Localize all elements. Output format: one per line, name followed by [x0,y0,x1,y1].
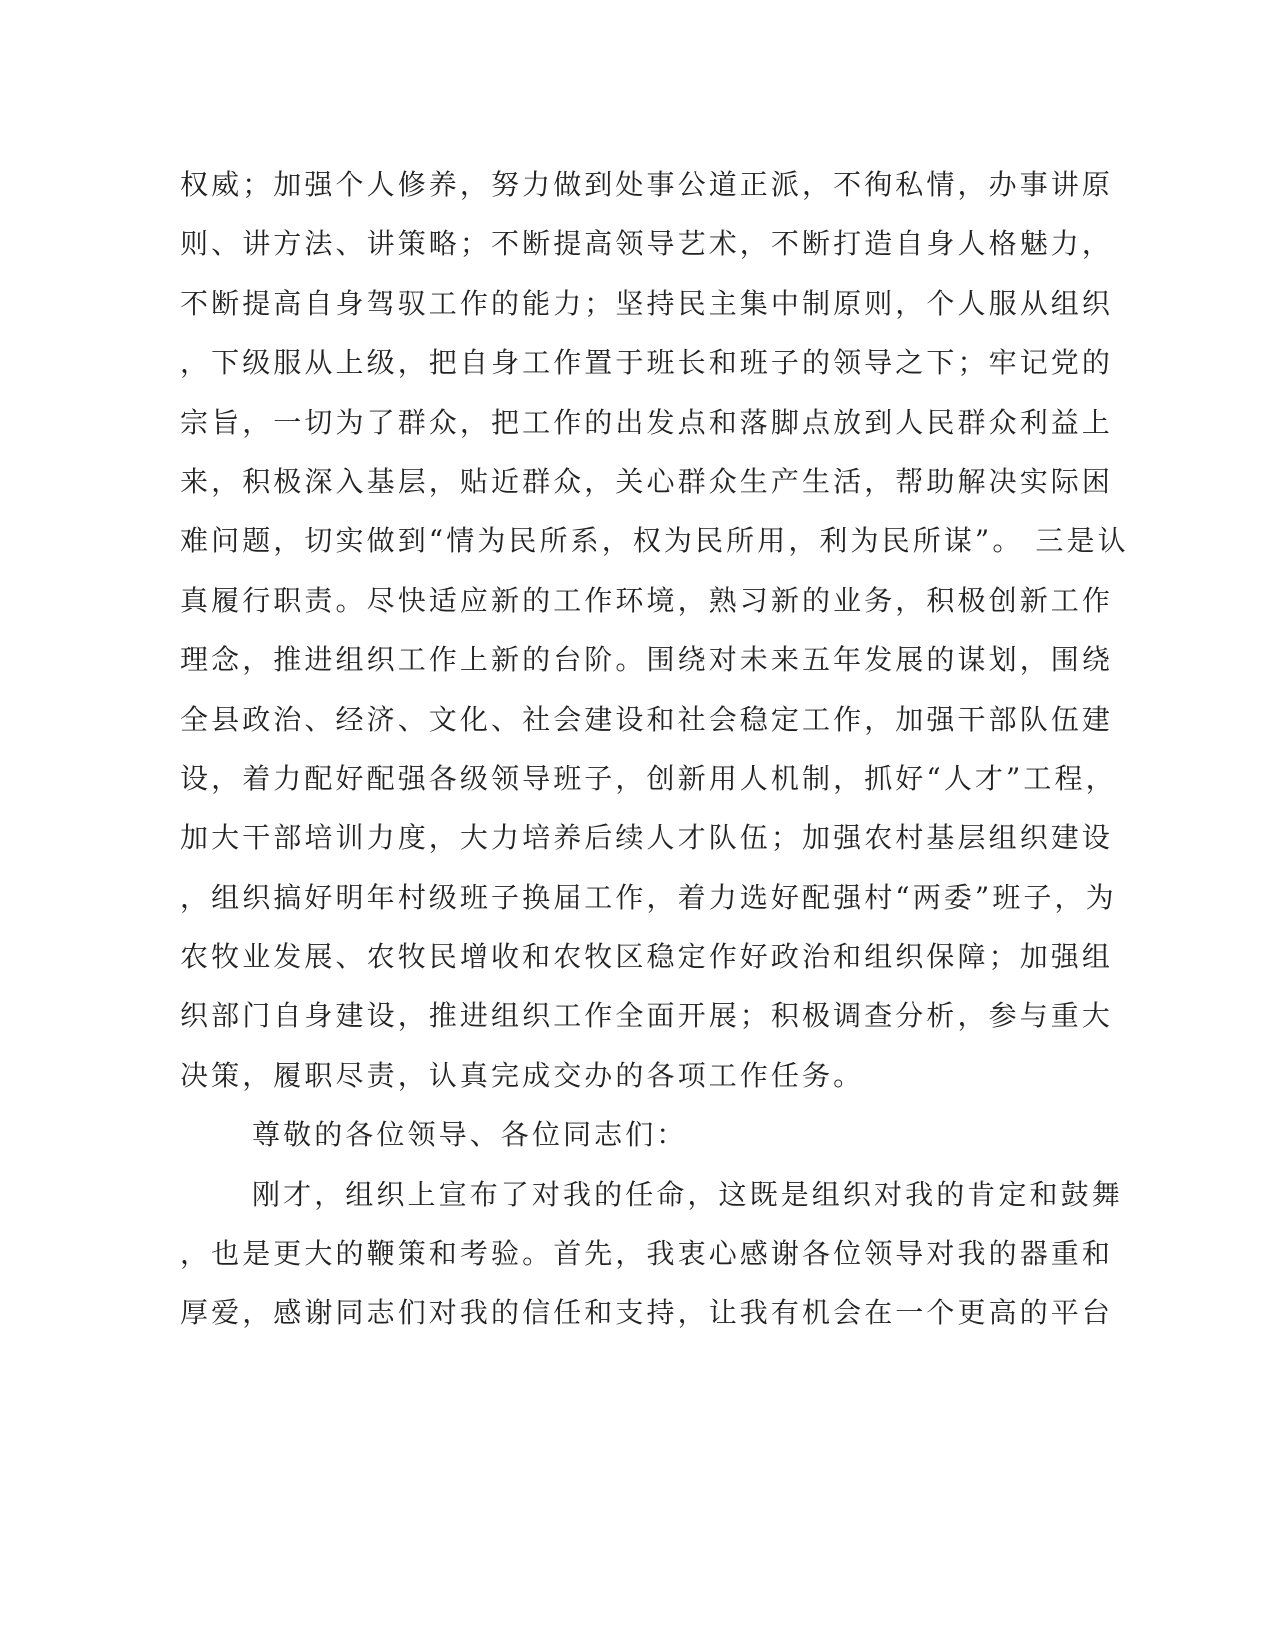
body-text [180,155,1129,1343]
text-line: ，也是更大的鞭策和考验。首先，我衷心感谢各位领导对我的器重和 [180,1237,1114,1271]
salutation: 尊敬的各位领导、各位同志们： [252,1118,688,1152]
text-line: 设，着力配好配强各级领导班子，创新用人机制，抓好“人才”工程， [180,761,1117,795]
text-line: 难问题，切实做到“情为民所系，权为民所用，利为民所谋”。 三是认 [180,524,1129,558]
text-line: ，下级服从上级，把自身工作置于班长和班子的领导之下；牢记党的 [180,346,1114,380]
text-line: 则、讲方法、讲策略；不断提高领导艺术，不断打造自身人格魅力， [180,227,1114,261]
text-line: 来，积极深入基层，贴近群众，关心群众生产生活，帮助解决实际困 [180,464,1114,498]
text-line: ，组织搞好明年村级班子换届工作，着力选好配强村“两委”班子，为 [180,880,1117,914]
text-line: 加大干部培训力度，大力培养后续人才队伍；加强农村基层组织建设 [180,821,1114,855]
paragraph-start-line: 刚才，组织上宣布了对我的任命，这既是组织对我的肯定和鼓舞 [252,1177,1123,1211]
text-line: 厚爱，感谢同志们对我的信任和支持，让我有机会在一个更高的平台 [180,1296,1114,1330]
text-line: 织部门自身建设，推进组织工作全面开展；积极调查分析，参与重大 [180,999,1114,1033]
text-line: 不断提高自身驾驭工作的能力；坚持民主集中制原则，个人服从组织 [180,286,1114,320]
text-line: 宗旨，一切为了群众，把工作的出发点和落脚点放到人民群众利益上 [180,405,1114,439]
text-line: 理念，推进组织工作上新的台阶。围绕对未来五年发展的谋划，围绕 [180,643,1114,677]
text-line: 决策，履职尽责，认真完成交办的各项工作任务。 [180,1058,865,1092]
text-line: 真履行职责。尽快适应新的工作环境，熟习新的业务，积极创新工作 [180,583,1114,617]
text-line: 农牧业发展、农牧民增收和农牧区稳定作好政治和组织保障；加强组 [180,940,1114,974]
text-line: 权威；加强个人修养，努力做到处事公道正派，不徇私情，办事讲原 [180,168,1114,201]
text-line: 全县政治、经济、文化、社会建设和社会稳定工作，加强干部队伍建 [180,702,1114,736]
